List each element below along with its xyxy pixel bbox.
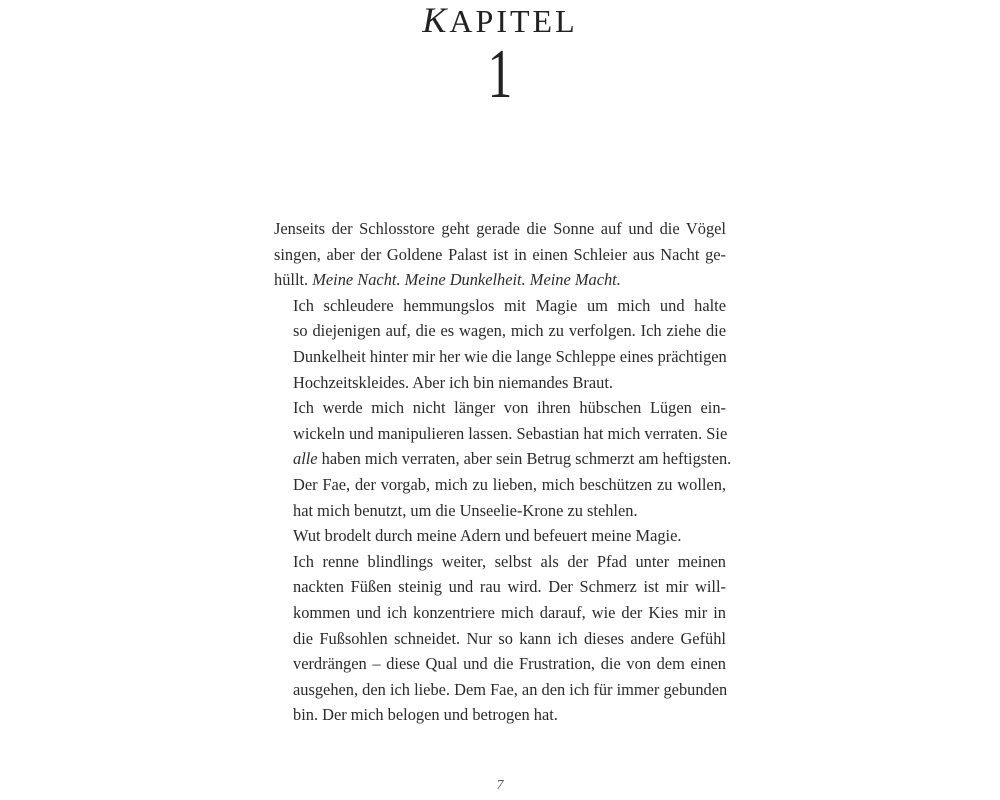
text-line	[274, 498, 726, 524]
text-line	[274, 446, 732, 472]
text-line	[274, 370, 726, 396]
text-segment: Wut brodelt durch meine Adern und befeuert meine Magie.	[293, 526, 682, 546]
text-segment: kommen und ich konzentriere mich darauf, wie der Kies mir in	[293, 602, 726, 622]
text-segment: hüllt.	[274, 270, 313, 290]
page-number: 7	[496, 778, 504, 793]
text-segment: wickeln und manipulieren lassen. Sebastian hat mich verraten. Sie	[293, 423, 728, 443]
text-segment: so diejenigen auf, die es wagen, mich zu verfolgen. Ich ziehe die	[293, 321, 726, 341]
paragraph	[274, 523, 726, 549]
chapter-title	[0, 2, 1000, 39]
text-line	[274, 549, 726, 575]
text-segment: Dunkelheit hinter mir her wie die lange Schleppe eines prächtigen	[293, 346, 727, 366]
text-segment: ausgehen, den ich liebe. Dem Fae, an den ich für immer gebunden	[293, 679, 728, 699]
text-segment: Der Fae, der vorgab, mich zu lieben, mich beschützen zu wollen,	[293, 474, 726, 494]
emphasized-text: Meine Nacht. Meine Dunkelheit. Meine Macht.	[312, 270, 621, 290]
text-line	[274, 267, 726, 293]
text-line	[274, 344, 726, 370]
text-line	[274, 395, 726, 421]
chapter-number: 1	[487, 36, 513, 113]
text-segment: verdrängen – diese Qual und die Frustration, die von dem einen	[293, 654, 726, 674]
paragraph	[274, 216, 726, 293]
emphasized-text: alle	[293, 449, 318, 469]
chapter-title-initial: K	[422, 0, 450, 40]
text-line	[274, 702, 726, 728]
text-segment: Ich werde mich nicht länger von ihren hübschen Lügen ein-	[293, 398, 726, 418]
text-segment: Ich schleudere hemmungslos mit Magie um mich und halte	[293, 295, 726, 315]
paragraph	[274, 395, 732, 523]
text-segment: Ich renne blindlings weiter, selbst als der Pfad unter meinen	[293, 551, 726, 571]
text-line	[274, 600, 726, 626]
text-segment: singen, aber der Goldene Palast ist in einen Schleier aus Nacht ge-	[274, 244, 726, 264]
text-line	[274, 318, 726, 344]
text-line	[274, 216, 726, 242]
text-segment: Hochzeitskleides. Aber ich bin niemandes Braut.	[293, 372, 613, 392]
paragraph	[274, 549, 726, 728]
text-line	[274, 574, 726, 600]
text-line	[274, 677, 726, 703]
text-line	[274, 421, 726, 447]
text-line	[274, 472, 726, 498]
text-segment: Jenseits der Schlosstore geht gerade die Sonne auf und die Vögel	[274, 219, 726, 238]
chapter-title-rest: APITEL	[449, 3, 578, 39]
text-segment: haben mich verraten, aber sein Betrug schmerzt am heftigsten.	[317, 449, 732, 469]
text-line	[274, 242, 726, 268]
text-segment: bin. Der mich belogen und betrogen hat.	[293, 705, 558, 725]
text-segment: hat mich benutzt, um die Unseelie-Krone zu stehlen.	[293, 500, 638, 520]
text-line	[274, 626, 726, 652]
text-segment: die Fußsohlen schneidet. Nur so kann ich dieses andere Gefühl	[293, 628, 726, 648]
chapter-body-text	[274, 216, 732, 728]
text-line	[274, 293, 726, 319]
text-line	[274, 651, 726, 677]
text-line	[274, 523, 726, 549]
paragraph	[274, 293, 726, 395]
text-segment: nackten Füßen steinig und rau wird. Der Schmerz ist mir will-	[293, 577, 726, 597]
